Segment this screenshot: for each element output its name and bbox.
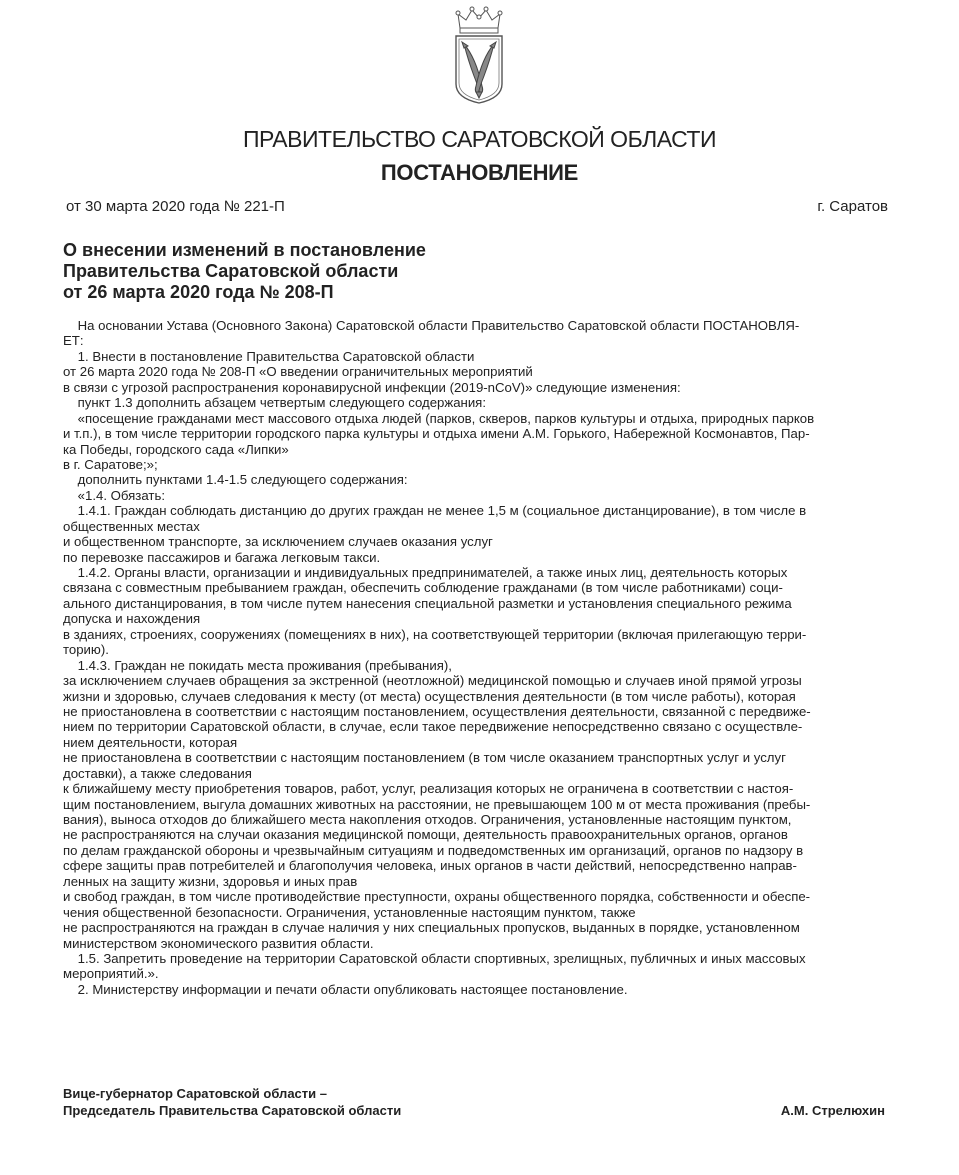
body-line: допуска и нахождения: [63, 611, 201, 627]
body-line: «1.4. Обязать:: [63, 487, 165, 503]
body-line: нием деятельности, которая: [63, 734, 238, 750]
body-line: ленных на защиту жизни, здоровья и иных прав: [63, 873, 358, 889]
signature-position: [63, 1085, 401, 1119]
body-line: торию).: [63, 642, 109, 658]
subject-line: от 26 марта 2020 года № 208-П: [63, 282, 334, 302]
signature-name: А.М. Стрелюхин: [780, 1103, 885, 1118]
subject-line: О внесении изменений в постановление: [63, 240, 426, 260]
document-type: ПОСТАНОВЛЕНИЕ: [380, 160, 579, 185]
body-line: На основании Устава (Основного Закона) Саратовской области Правительство Саратовской области ПОСТАНОВЛЯ-: [63, 318, 800, 333]
body-line: в зданиях, строениях, сооружениях (помещениях в них), на соответствующей территории (включая прилегающую терри-: [63, 626, 807, 642]
body-line: сфере защиты прав потребителей и благополучия человека, иных органов в части действий, непосредственно направ-: [63, 858, 797, 874]
body-line: 1.4.2. Органы власти, организации и индивидуальных предпринимателей, а также иных лиц, деятельность которых: [63, 565, 788, 580]
document-subject: [63, 240, 426, 303]
body-line: 2. Министерству информации и печати области опубликовать настоящее постановление.: [63, 981, 628, 997]
body-line: не распространяются на случаи оказания медицинской помощи, деятельность правоохранительных органов, органов: [63, 827, 788, 843]
body-line: связана с совместным пребыванием граждан, обеспечить соблюдение гражданами (в том числе работниками) соци-: [63, 580, 783, 596]
body-line: дополнить пунктами 1.4-1.5 следующего содержания:: [63, 472, 408, 488]
document-date-number: от 30 марта 2020 года № 221-П: [66, 198, 285, 215]
document-body: [63, 318, 893, 997]
body-line: не приостановлена в соответствии с настоящим постановлением (в том числе оказанием транспортных услуг и услуг: [63, 750, 786, 766]
body-line: в г. Саратове;»;: [63, 456, 158, 472]
body-line: к ближайшему месту приобретения товаров, работ, услуг, реализация которых не ограничена в соответствии с настоя-: [63, 781, 794, 797]
body-line: министерством экономического развития области.: [63, 935, 374, 951]
body-line: 1. Внести в постановление Правительства Саратовской области: [63, 348, 475, 364]
body-line: нием по территории Саратовской области, в случае, если такое передвижение непосредственно связано с осуществле-: [63, 719, 803, 735]
body-line: не распространяются на граждан в случае наличия у них специальных пропусков, выданных в порядке, установленном: [63, 920, 800, 936]
body-line: по делам гражданской обороны и чрезвычайным ситуациям и подведомственных им организаций, органов по надзору в: [63, 842, 804, 858]
body-line: ального дистанцирования, в том числе путем нанесения специальной разметки и установления специального режима: [63, 595, 792, 611]
body-line: 1.4.3. Граждан не покидать места проживания (пребывания),: [63, 657, 452, 673]
saratov-coat-of-arms-icon: [446, 6, 512, 106]
body-line: пункт 1.3 дополнить абзацем четвертым следующего содержания:: [63, 395, 486, 411]
body-line: общественных местах: [63, 518, 200, 534]
body-line: 1.4.1. Граждан соблюдать дистанцию до других граждан не менее 1,5 м (социальное дистанцирование), в том числе в: [63, 503, 807, 519]
signature-position-line: Вице-губернатор Саратовской области –: [63, 1086, 327, 1101]
body-line: ка Победы, городского сада «Липки»: [63, 441, 289, 457]
body-line: от 26 марта 2020 года № 208-П «О введении ограничительных мероприятий: [63, 364, 533, 380]
body-line: и свобод граждан, в том числе противодействие преступности, охраны общественного порядка, собственности и обеспе-: [63, 889, 811, 905]
body-line: щим постановлением, выгула домашних животных на расстоянии, не превышающем 100 м от места проживания (пребы-: [63, 796, 811, 812]
document-city: г. Саратов: [817, 198, 888, 215]
body-line: по перевозке пассажиров и багажа легковым такси.: [63, 549, 381, 565]
body-line: доставки), а также следования: [63, 765, 252, 781]
body-line: «посещение гражданами мест массового отдыха людей (парков, скверов, парков культуры и отдыха, природных парков: [63, 410, 815, 426]
body-line: вания), выноса отходов до ближайшего места накопления отходов. Ограничения, установленные настоящим пунктом,: [63, 812, 792, 827]
body-line: и общественном транспорте, за исключением случаев оказания услуг: [63, 534, 493, 550]
body-line: за исключением случаев обращения за экстренной (неотложной) медицинской помощью и случаев иной прямой угрозы: [63, 673, 802, 689]
signature-position-line: Председатель Правительства Саратовской области: [63, 1103, 402, 1118]
body-line: и т.п.), в том числе территории городского парка культуры и отдыха имени А.М. Горького, Набережной Космонавтов, Пар-: [63, 426, 810, 442]
body-line: ЕТ:: [63, 333, 84, 349]
body-line: 1.5. Запретить проведение на территории Саратовской области спортивных, зрелищных, публичных и иных массовых: [63, 950, 806, 966]
body-line: в связи с угрозой распространения коронавирусной инфекции (2019-nCoV)» следующие изменения:: [63, 379, 681, 395]
organization-title: ПРАВИТЕЛЬСТВО САРАТОВСКОЙ ОБЛАСТИ: [242, 126, 717, 152]
body-line: чения общественной безопасности. Ограничения, установленные настоящим пунктом, также: [63, 904, 636, 920]
body-line: мероприятий.».: [63, 966, 159, 982]
subject-line: Правительства Саратовской области: [63, 261, 399, 281]
body-line: жизни и здоровью, случаев следования к месту (от места) осуществления деятельности (в том числе работы), которая: [63, 688, 796, 704]
body-line: не приостановлена в соответствии с настоящим постановлением, осуществления деятельности, связанной с передвиже-: [63, 703, 811, 719]
